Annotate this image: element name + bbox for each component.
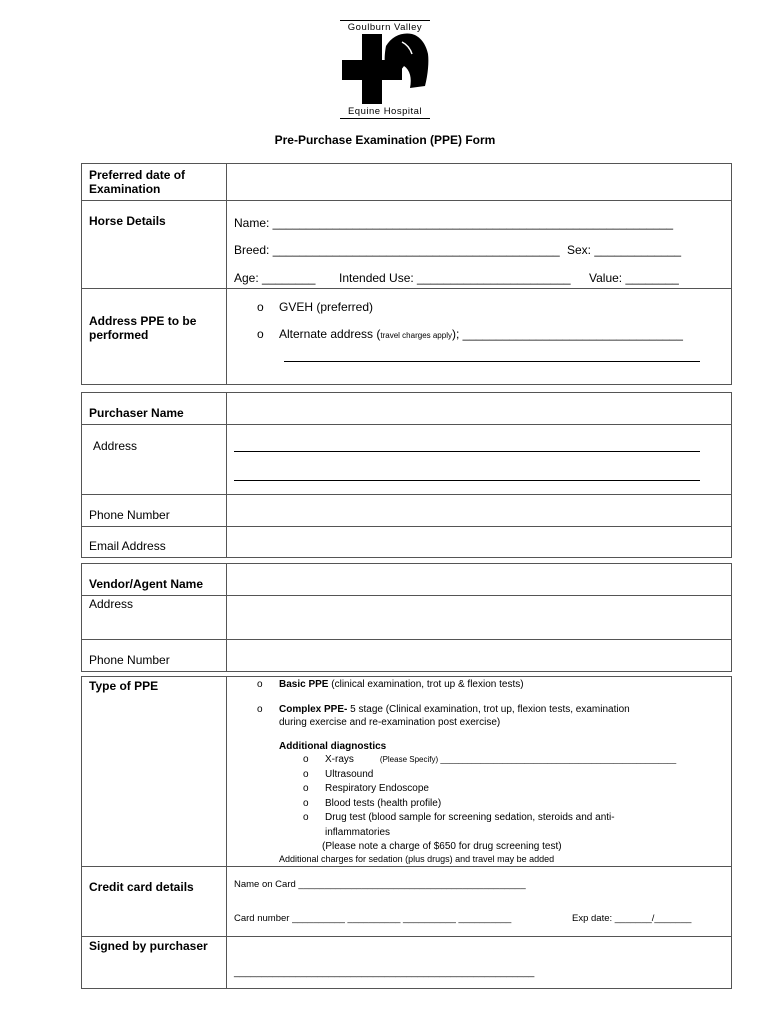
preferred-date-label-cell [82, 164, 227, 201]
drug-test-desc-2: inflammatories [325, 827, 391, 838]
ppe-payment-table [81, 676, 732, 989]
form-title: Pre-Purchase Examination (PPE) Form [274, 133, 496, 147]
purchaser-email-label: Email Address [89, 539, 166, 553]
horse-details-label: Horse Details [89, 214, 166, 228]
drug-charge-note: (Please note a charge of $650 for drug screening test) [322, 841, 562, 852]
logo-top-text: Goulburn Valley [340, 20, 430, 33]
type-of-ppe-label: Type of PPE [89, 679, 159, 693]
purchaser-phone-field[interactable] [227, 495, 732, 527]
blood-tests-option[interactable]: o Blood tests (health profile) [303, 798, 442, 809]
vendor-address-label: Address [89, 597, 134, 611]
credit-card-label: Credit card details [89, 880, 194, 894]
complex-ppe-option[interactable]: o Complex PPE- 5 stage (Clinical examination, trot up, flexion tests, examination [257, 704, 630, 715]
horse-age-line[interactable]: Age: ________ [234, 271, 316, 285]
additional-diagnostics-heading: Additional diagnostics [279, 741, 387, 752]
name-on-card-line[interactable]: Name on Card ___________________________________________ [234, 879, 526, 890]
xrays-option[interactable]: o X-rays (Please Specify) _____________________________________________________ [303, 754, 677, 765]
ultrasound-option[interactable]: o Ultrasound [303, 769, 374, 780]
complex-ppe-desc-2: during exercise and re-examination post exercise) [279, 717, 501, 728]
exp-date-line[interactable]: Exp date: _______/_______ [572, 913, 692, 924]
horse-details-field[interactable] [227, 201, 732, 289]
logo-bottom-text: Equine Hospital [340, 106, 430, 119]
credit-card-fields [227, 867, 732, 937]
horse-intended-use-line[interactable]: Intended Use: _______________________ [339, 271, 571, 285]
vendor-name-label: Vendor/Agent Name [89, 577, 204, 591]
signed-by-label: Signed by purchaser [89, 939, 208, 953]
preferred-date-label: Preferred date of Examination [89, 168, 186, 196]
purchaser-address-line-1[interactable] [234, 451, 700, 452]
horse-sex-line[interactable]: Sex: _____________ [567, 243, 682, 257]
gveh-option[interactable]: o GVEH (preferred) [257, 300, 374, 314]
vendor-name-field[interactable] [227, 564, 732, 596]
signature-line[interactable]: ______________________________________________________ [234, 967, 535, 978]
address-ppe-options [227, 289, 732, 385]
type-of-ppe-options [227, 677, 732, 867]
preferred-date-field[interactable] [227, 164, 732, 201]
purchaser-name-label: Purchaser Name [89, 406, 184, 420]
signature-field[interactable] [227, 937, 732, 989]
examination-table [81, 163, 732, 385]
endoscope-option[interactable]: o Respiratory Endoscope [303, 783, 429, 794]
vendor-address-field[interactable] [227, 596, 732, 640]
alternate-address-option[interactable]: o Alternate address (travel charges apply); _________________________________ [257, 327, 683, 341]
hospital-logo-icon [340, 18, 430, 118]
purchaser-address-label: Address [93, 439, 138, 453]
purchaser-name-field[interactable] [227, 393, 732, 425]
drug-test-option[interactable]: o Drug test (blood sample for screening sedation, steroids and anti- [303, 812, 615, 823]
purchaser-email-field[interactable] [227, 527, 732, 558]
vendor-phone-label: Phone Number [89, 653, 170, 667]
purchaser-phone-label: Phone Number [89, 508, 170, 522]
vendor-phone-field[interactable] [227, 640, 732, 672]
card-number-line[interactable]: Card number __________ __________ __________ __________ [234, 913, 512, 924]
basic-ppe-option[interactable]: o Basic PPE (clinical examination, trot up & flexion tests) [257, 679, 524, 690]
purchaser-table [81, 392, 732, 558]
alternate-address-line[interactable] [284, 361, 700, 362]
additional-charges-note: Additional charges for sedation (plus drugs) and travel may be added [279, 854, 555, 864]
purchaser-address-line-2[interactable] [234, 480, 700, 481]
purchaser-address-field[interactable] [227, 425, 732, 495]
address-ppe-label: Address PPE to be performed [89, 314, 197, 342]
horse-value-line[interactable]: Value: ________ [589, 271, 679, 285]
horse-breed-line[interactable]: Breed: ___________________________________________ [234, 243, 560, 257]
horse-name-line[interactable]: Name: ____________________________________________________________ [234, 216, 674, 230]
vendor-table [81, 563, 732, 672]
